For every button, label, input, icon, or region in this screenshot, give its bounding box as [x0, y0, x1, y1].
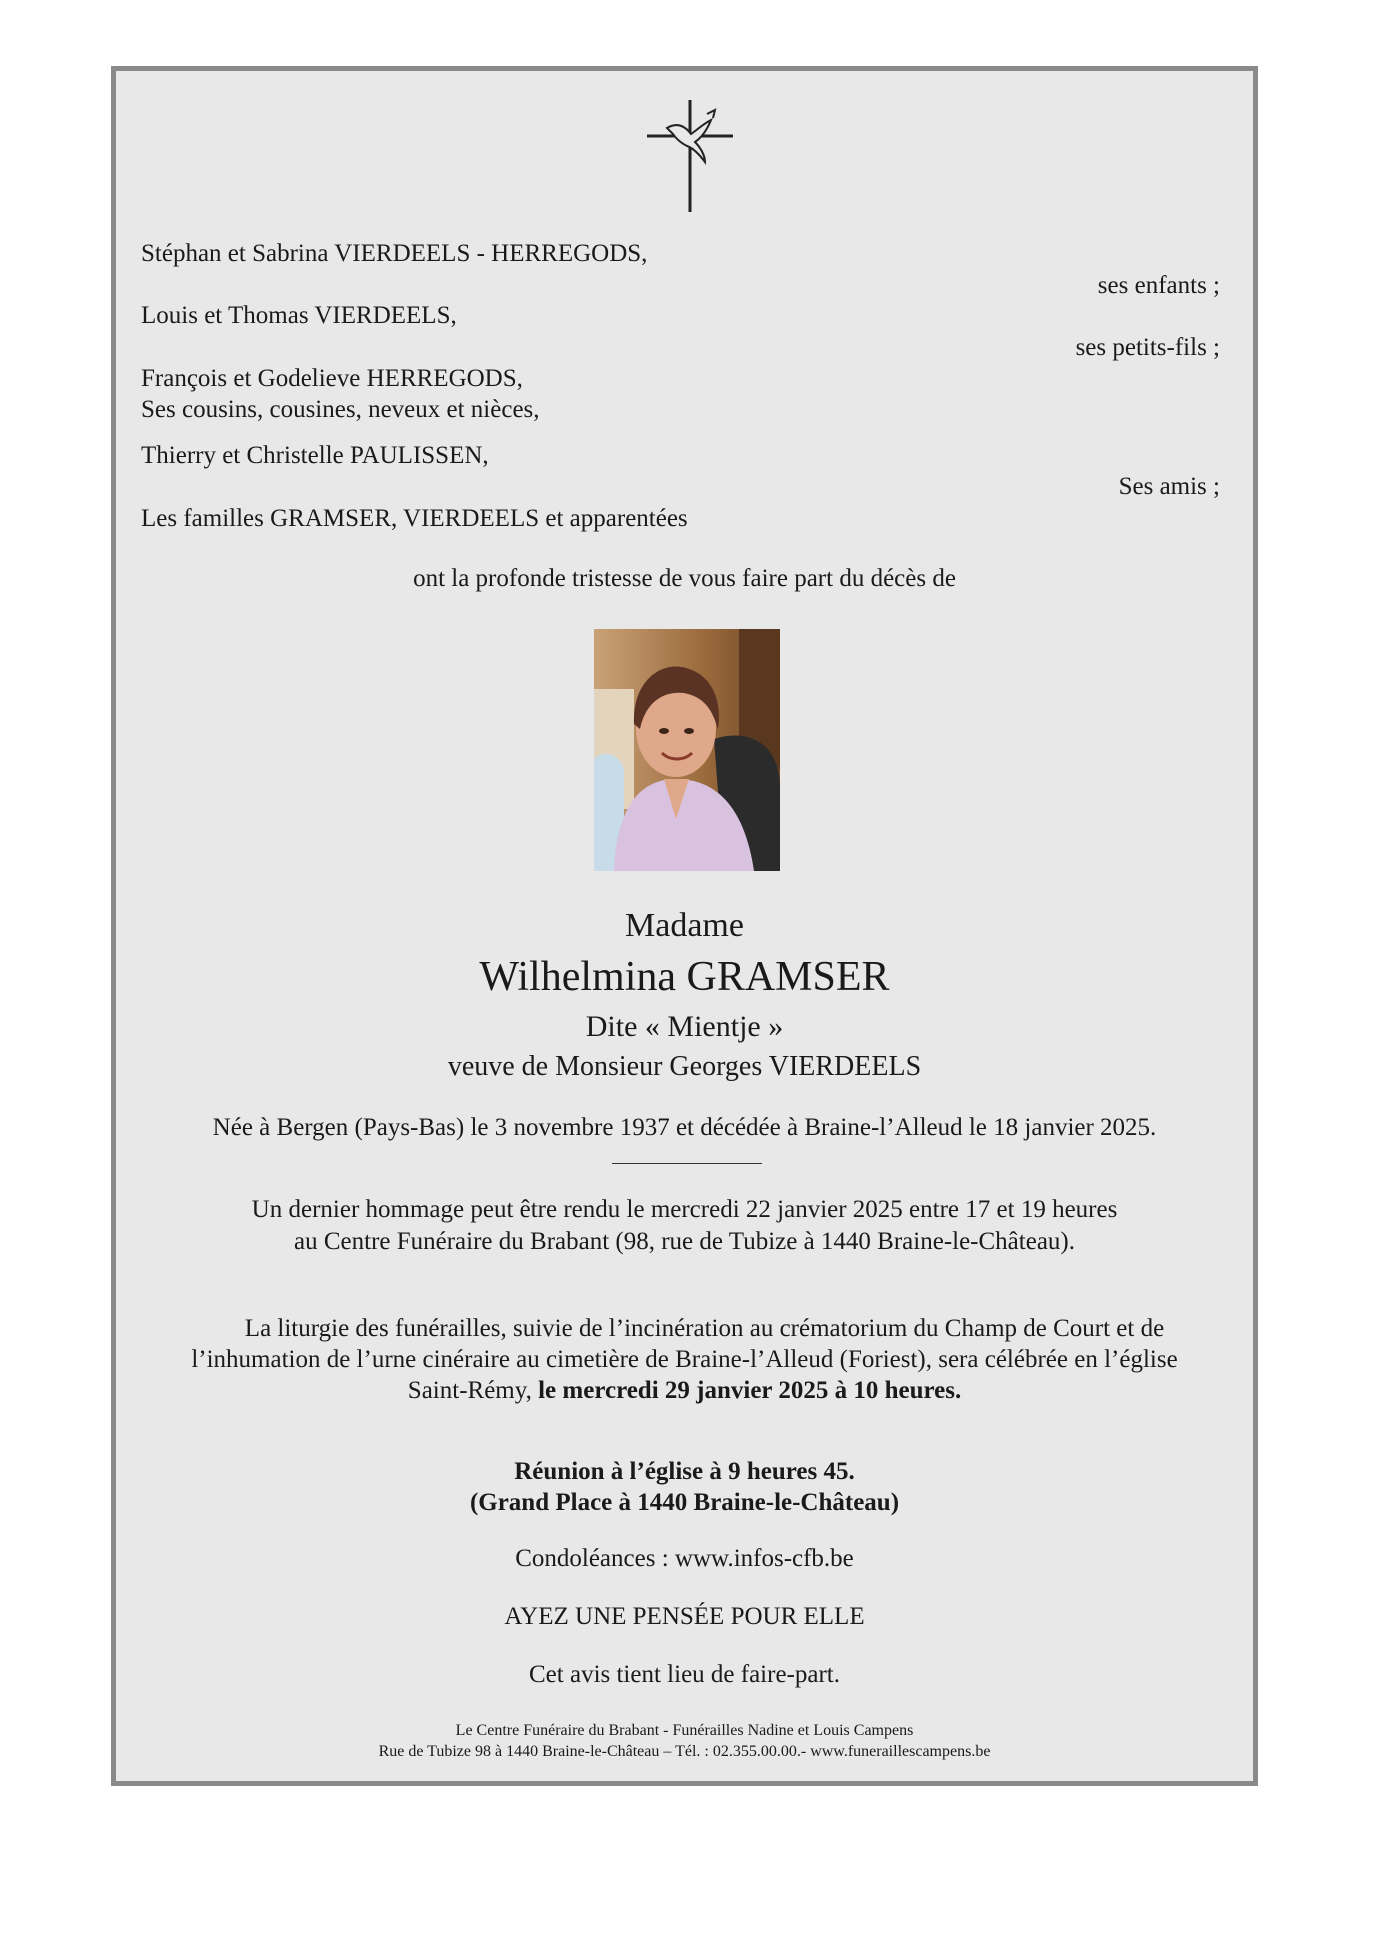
birth-death-text: Née à Bergen (Pays-Bas) le 3 novembre 1937 et décédée à Braine-l’Alleud le 18 janvier 2025.: [212, 1114, 1157, 1141]
relation-grandchildren: ses petits-fils ;: [1075, 334, 1220, 361]
footer-line-2: Rue de Tubize 98 à 1440 Braine-le-Château – Tél. : 02.355.00.00.- www.funeraillescampens.be: [378, 1743, 991, 1760]
relation-children: ses enfants ;: [1097, 272, 1220, 299]
family-line-cousins: Ses cousins, cousines, neveux et nièces,: [141, 396, 540, 423]
meeting-line-2: (Grand Place à 1440 Braine-le-Château): [469, 1489, 900, 1516]
footer-line-1: Le Centre Funéraire du Brabant - Funérailles Nadine et Louis Campens: [455, 1722, 914, 1739]
tribute-line-1: Un dernier hommage peut être rendu le mercredi 22 janvier 2025 entre 17 et 19 heures: [251, 1196, 1118, 1223]
portrait-photo: [594, 629, 780, 871]
family-line-children: Stéphan et Sabrina VIERDEELS - HERREGODS,: [141, 240, 648, 267]
family-line-families: Les familles GRAMSER, VIERDEELS et apparentées: [141, 505, 688, 532]
relation-friends: Ses amis ;: [1118, 473, 1220, 500]
thought-text: AYEZ UNE PENSÉE POUR ELLE: [504, 1603, 865, 1630]
separator-line: [612, 1163, 762, 1164]
announcement-text: ont la profonde tristesse de vous faire part du décès de: [413, 565, 956, 592]
notice-text: Cet avis tient lieu de faire-part.: [529, 1661, 840, 1688]
cross-dove-icon: [645, 100, 735, 212]
family-line-grandchildren: Louis et Thomas VIERDEELS,: [141, 302, 457, 329]
liturgy-date-bold: le mercredi 29 janvier 2025 à 10 heures.: [538, 1377, 962, 1404]
liturgy-line-1: La liturgie des funérailles, suivie de l’incinération au crématorium du Champ de Court et de: [244, 1315, 1165, 1342]
liturgy-line-2: l’inhumation de l’urne cinéraire au cimetière de Braine-l’Alleud (Foriest), sera célébrée en l’église: [191, 1346, 1178, 1373]
condolences-text: Condoléances : www.infos-cfb.be: [515, 1545, 854, 1572]
meeting-line-1: Réunion à l’église à 9 heures 45.: [514, 1458, 855, 1485]
liturgy-line-3-start: Saint-Rémy,: [407, 1377, 539, 1404]
deceased-nickname: Dite « Mientje »: [585, 1010, 784, 1043]
tribute-line-2: au Centre Funéraire du Brabant (98, rue de Tubize à 1440 Braine-le-Château).: [294, 1228, 1075, 1255]
deceased-widow: veuve de Monsieur Georges VIERDEELS: [447, 1051, 922, 1082]
liturgy-line-3: [111, 1377, 1258, 1405]
deceased-name: Wilhelmina GRAMSER: [479, 954, 890, 1000]
deceased-title: Madame: [625, 907, 744, 944]
family-line-herregods: François et Godelieve HERREGODS,: [141, 365, 523, 392]
family-line-paulissen: Thierry et Christelle PAULISSEN,: [141, 442, 489, 469]
